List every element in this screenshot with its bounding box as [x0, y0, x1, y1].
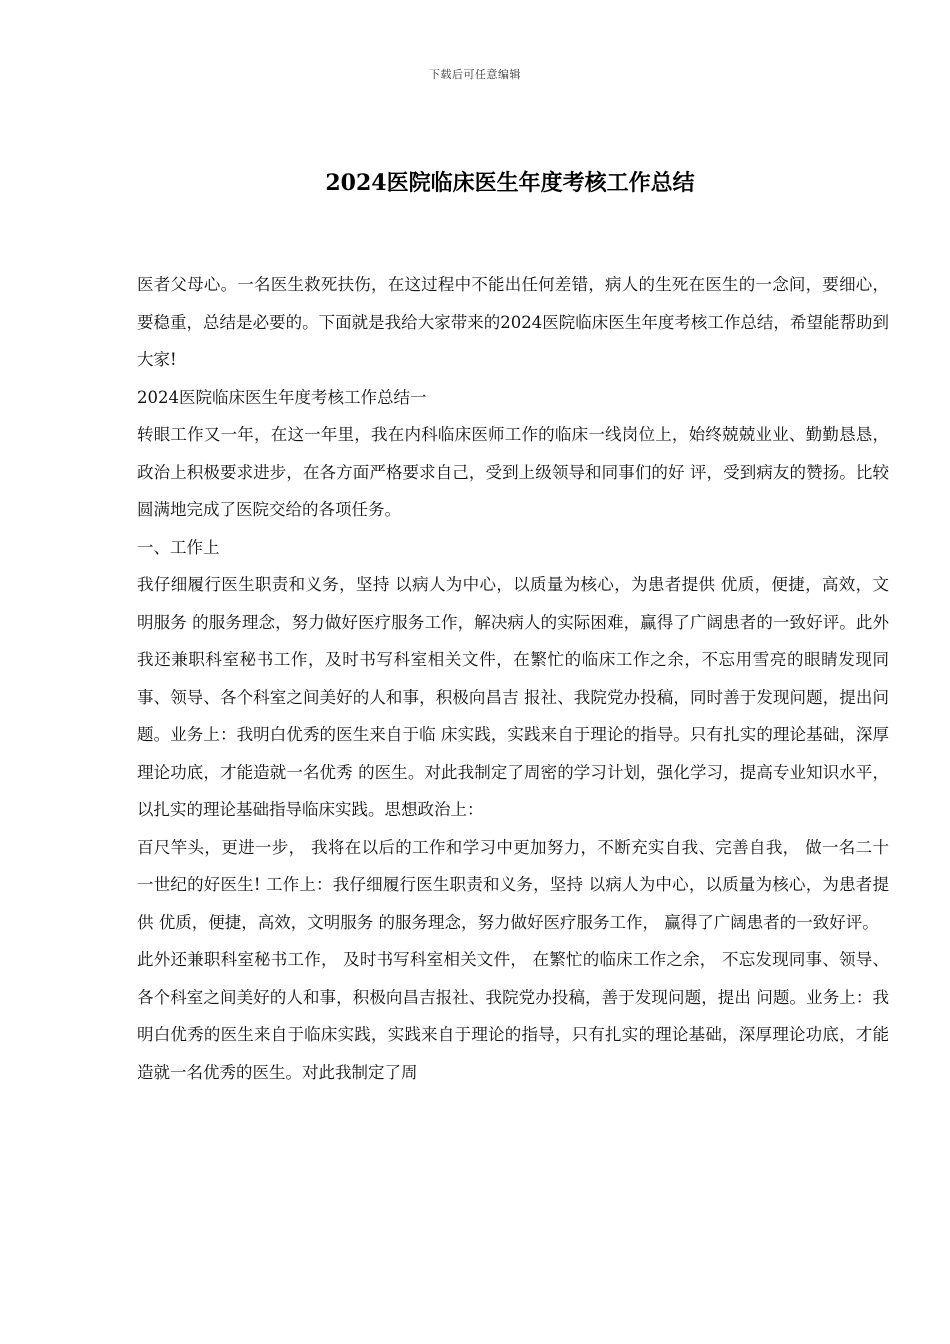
intro-paragraph: 医者父母心。一名医生救死扶伤，在这过程中不能出任何差错，病人的生死在医生的一念间，要细心，要稳重，总结是必要的。下面就是我给大家带来的2024医院临床医生年度考核工作总结，希望能帮助到大家! — [137, 275, 889, 369]
body-paragraph: 我仔细履行医生职责和义务，坚持 以病人为中心，以质量为核心，为患者提供 优质，便捷，高效，文明服务 的服务理念，努力做好医疗服务工作，解决病人的实际困难，赢得了广阔患者的一致好评。此外我还兼职科室秘书工作，及时书写科室相关文件，在繁忙的临床工作之余，不忘用雪亮的眼睛发现同事、领导、各个科室之间美好的人和事，积极向昌吉 报社、我院党办投稿，同时善于发现问题，提出问题。业务上：我明白优秀的医生来自于临 床实践，实践来自于理论的指导。只有扎实的理论基础，深厚理论功底，才能造就一名优秀 的医生。对此我制定了周密的学习计划，强化学习，提高专业知识水平，以扎实的理论基础指导临床实践。思想政治上： — [137, 575, 889, 819]
page-header-note: 下载后可任意编辑 — [429, 68, 521, 81]
body-paragraph: 转眼工作又一年，在这一年里，我在内科临床医师工作的临床一线岗位上，始终兢兢业业、勤勤恳恳，政治上积极要求进步，在各方面严格要求自己，受到上级领导和同事们的好 评，受到病友的赞扬。比较圆满地完成了医院交给的各项任务。 — [137, 425, 889, 519]
body-paragraph: 此外还兼职科室秘书工作， 及时书写科室相关文件， 在繁忙的临床工作之余， 不忘发现同事、领导、各个科室之间美好的人和事，积极向昌吉报社、我院党办投稿，善于发现问题，提出 问题。业务上：我明白优秀的医生来自于临床实践，实践来自于理论的指导，只有扎实的理论基础，深厚理论功底，才能造就一名优秀的医生。对此我制定了周 — [137, 950, 889, 1082]
body-paragraph: 百尺竿头，更进一步， 我将在以后的工作和学习中更加努力，不断充实自我、完善自我， 做一名二十一世纪的好医生! 工作上：我仔细履行医生职责和义务，坚持 以病人为中心，以质量为核心，为患者提供 优质，便捷，高效，文明服务 的服务理念，努力做好医疗服务工作， 赢得了广阔患者的一致好评。 — [137, 837, 889, 932]
section-heading: 2024医院临床医生年度考核工作总结一 — [137, 387, 427, 407]
document-body — [137, 266, 889, 1091]
document-title: 2024医院临床医生年度考核工作总结 — [325, 170, 695, 196]
subsection-heading: 一、工作上 — [137, 537, 220, 557]
